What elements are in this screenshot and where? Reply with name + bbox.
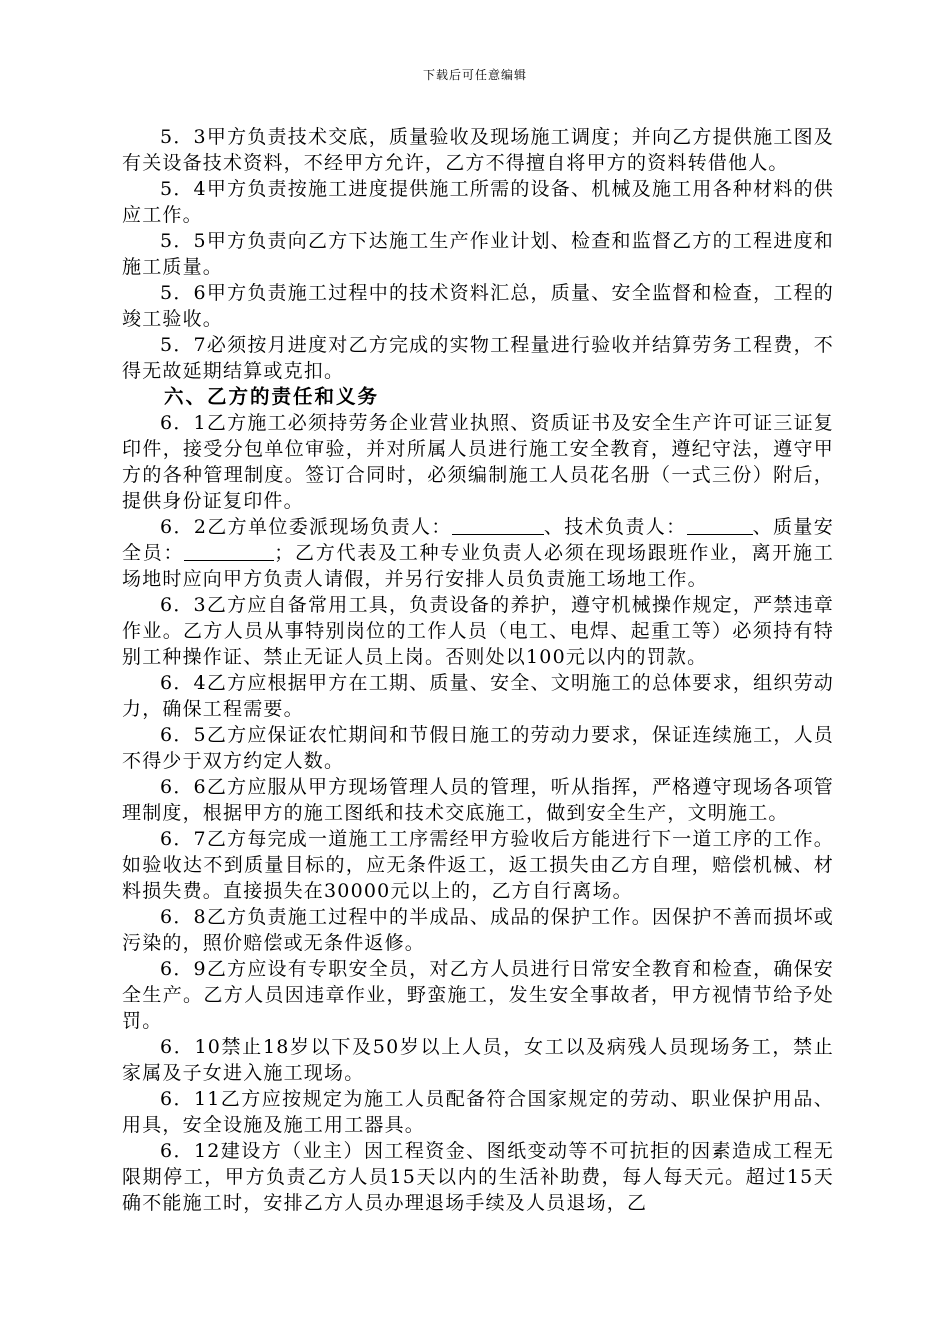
clause-6-2 <box>122 514 834 592</box>
safety-officer-blank[interactable] <box>184 540 274 561</box>
technical-manager-blank[interactable] <box>687 514 753 535</box>
clause-5-6: 5．6甲方负责施工过程中的技术资料汇总，质量、安全监督和检查，工程的竣工验收。 <box>122 282 834 330</box>
clause-6-6: 6．6乙方应服从甲方现场管理人员的管理，听从指挥，严格遵守现场各项管理制度，根据甲方的施工图纸和技术交底施工，做到安全生产，文明施工。 <box>122 776 834 824</box>
clause-6-1: 6．1乙方施工必须持劳务企业营业执照、资质证书及安全生产许可证三证复印件，接受分包单位审验，并对所属人员进行施工安全教育，遵纪守法，遵守甲方的各种管理制度。签订合同时，必须编制施工人员花名册（一式三份）附后，提供身份证复印件。 <box>122 412 834 512</box>
clause-6-7: 6．7乙方每完成一道施工工序需经甲方验收后方能进行下一道工序的工作。如验收达不到质量目标的，应无条件返工，返工损失由乙方自理，赔偿机械、材料损失费。直接损失在30000元以上的，乙方自行离场。 <box>122 828 834 902</box>
clause-6-8: 6．8乙方负责施工过程中的半成品、成品的保护工作。因保护不善而损坏或污染的，照价赔偿或无条件返修。 <box>122 906 834 954</box>
clause-6-2-text-2: 、技术负责人： <box>543 516 687 538</box>
site-manager-blank[interactable] <box>452 514 544 535</box>
document-body <box>122 124 834 1216</box>
clause-6-11: 6．11乙方应按规定为施工人员配备符合国家规定的劳动、职业保护用品、用具，安全设施及施工用工器具。 <box>122 1088 834 1136</box>
section-heading: 六、乙方的责任和义务 <box>164 385 380 408</box>
clause-6-10: 6．10禁止18岁以下及50岁以上人员，女工以及病残人员现场务工，禁止家属及子女进入施工现场。 <box>122 1036 834 1084</box>
clause-6-9: 6．9乙方应设有专职安全员，对乙方人员进行日常安全教育和检查，确保安全生产。乙方人员因违章作业，野蛮施工，发生安全事故者，甲方视情节给予处罚。 <box>122 958 834 1032</box>
clause-6-4: 6．4乙方应根据甲方在工期、质量、安全、文明施工的总体要求，组织劳动力，确保工程需要。 <box>122 672 834 720</box>
clause-5-3: 5．3甲方负责技术交底，质量验收及现场施工调度；并向乙方提供施工图及有关设备技术资料，不经甲方允许，乙方不得擅自将甲方的资料转借他人。 <box>122 126 834 174</box>
clause-6-2-text-3: 、质量安全员： <box>122 516 834 564</box>
clause-6-2-text-1: 6．2乙方单位委派现场负责人： <box>160 516 452 538</box>
clause-6-12: 6．12建设方（业主）因工程资金、图纸变动等不可抗拒的因素造成工程无限期停工，甲方负责乙方人员15天以内的生活补助费，每人每天元。超过15天确不能施工时，安排乙方人员办理退场手续及人员退场，乙 <box>122 1140 834 1214</box>
clause-5-7: 5．7必须按月进度对乙方完成的实物工程量进行验收并结算劳务工程费，不得无故延期结算或克扣。 <box>122 334 834 382</box>
clause-6-2-text-4: ；乙方代表及工种专业负责人必须在现场跟班作业，离开施工场地时应向甲方负责人请假，并另行安排人员负责施工场地工作。 <box>122 542 834 590</box>
clause-5-4: 5．4甲方负责按施工进度提供施工所需的设备、机械及施工用各种材料的供应工作。 <box>122 178 834 226</box>
page-header: 下载后可任意编辑 <box>422 68 527 82</box>
clause-6-5: 6．5乙方应保证农忙期间和节假日施工的劳动力要求，保证连续施工，人员不得少于双方约定人数。 <box>122 724 834 772</box>
clause-5-5: 5．5甲方负责向乙方下达施工生产作业计划、检查和监督乙方的工程进度和施工质量。 <box>122 230 834 278</box>
clause-6-3: 6．3乙方应自备常用工具，负责设备的养护，遵守机械操作规定，严禁违章作业。乙方人员从事特别岗位的工作人员（电工、电焊、起重工等）必须持有特别工种操作证、禁止无证人员上岗。否则处以100元以内的罚款。 <box>122 594 834 668</box>
